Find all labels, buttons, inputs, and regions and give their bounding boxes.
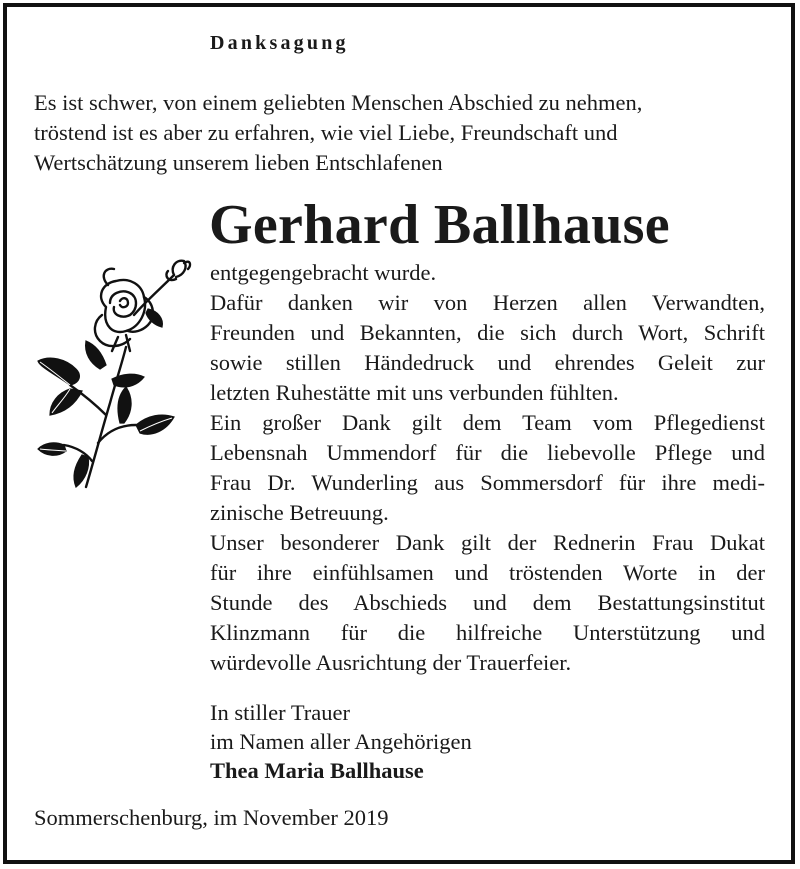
body-line: Frau Dr. Wunderling aus Sommersdorf für ihre medi-: [210, 470, 765, 495]
body-line: sowie stillen Händedruck und ehrendes Geleit zur: [210, 350, 765, 375]
body-line: Dafür danken wir von Herzen allen Verwandten,: [210, 290, 765, 315]
closing-block: [210, 698, 472, 785]
body-line: Unser besonderer Dank gilt der Rednerin Frau Dukat: [210, 530, 765, 555]
body-line: Freunden und Bekannten, die sich durch Wort, Schrift: [210, 320, 765, 345]
place-date: Sommerschenburg, im November 2019: [34, 805, 389, 830]
deceased-name: Gerhard Ballhause: [209, 194, 670, 256]
body-line: Stunde des Abschieds und dem Bestattungsinstitut: [210, 590, 765, 615]
body-paragraph: [210, 258, 765, 678]
body-line: würdevolle Ausrichtung der Trauerfeier.: [210, 650, 572, 675]
intro-line: tröstend ist es aber zu erfahren, wie viel Liebe, Freundschaft und: [34, 120, 618, 145]
intro-line: Wertschätzung unserem lieben Entschlafenen: [34, 150, 443, 175]
intro-paragraph: [34, 88, 766, 178]
body-line: entgegengebracht wurde.: [210, 260, 437, 285]
body-line: letzten Ruhestätte mit uns verbunden fühlten.: [210, 380, 619, 405]
body-line: für ihre einfühlsamen und tröstenden Worte in der: [210, 560, 765, 585]
notice-heading: Danksagung: [210, 32, 349, 54]
closing-line: In stiller Trauer: [210, 700, 350, 725]
closing-line: im Namen aller Angehörigen: [210, 729, 472, 754]
signer-name: Thea Maria Ballhause: [210, 758, 424, 783]
rose-icon: [36, 255, 196, 495]
intro-line: Es ist schwer, von einem geliebten Menschen Abschied zu nehmen,: [34, 90, 643, 115]
body-line: Lebensnah Ummendorf für die liebevolle Pflege und: [210, 440, 765, 465]
body-line: Klinzmann für die hilfreiche Unterstützung und: [210, 620, 765, 645]
body-line: Ein großer Dank gilt dem Team vom Pflegedienst: [210, 410, 765, 435]
body-line: zinische Betreuung.: [210, 500, 389, 525]
